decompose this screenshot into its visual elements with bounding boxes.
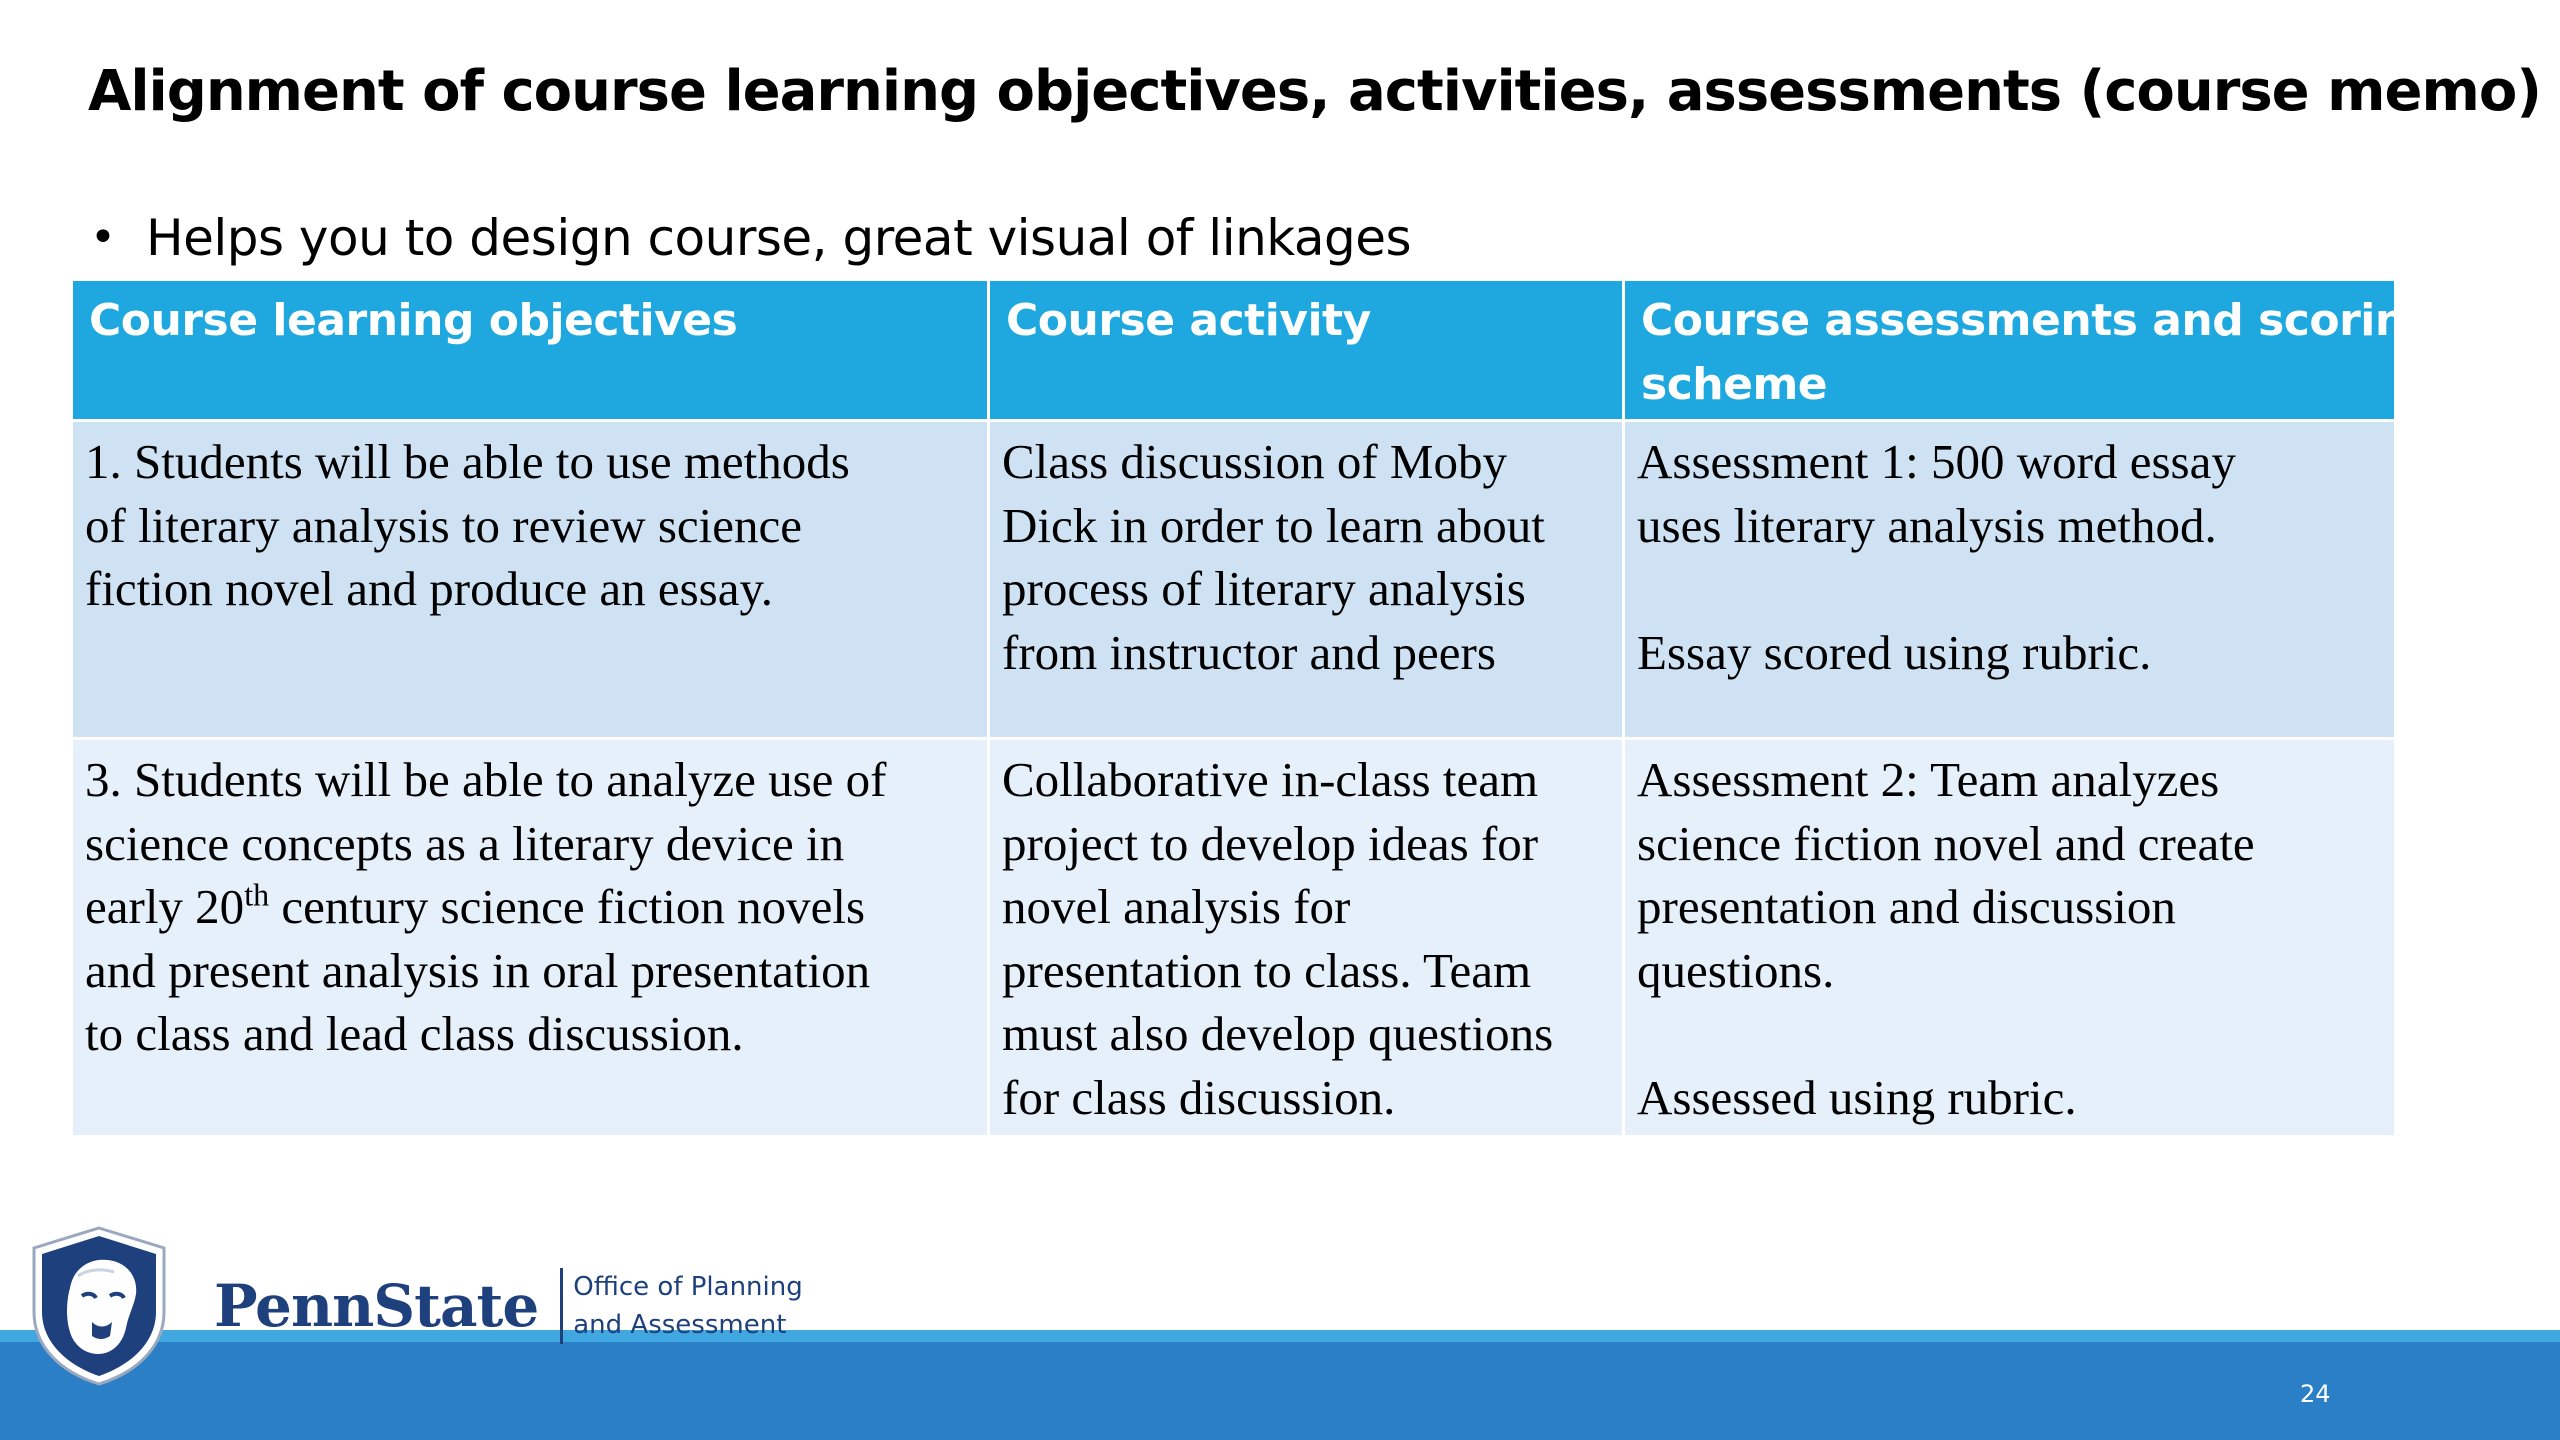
cell-text: early 20	[85, 879, 245, 934]
office-line: and Assessment	[573, 1310, 787, 1340]
cell-text: science fiction novel and create	[1637, 815, 2255, 871]
penn-state-wordmark: PennState	[214, 1272, 539, 1340]
cell-text: and present analysis in oral presentation	[85, 942, 871, 998]
cell-text: for class discussion.	[1002, 1069, 1396, 1125]
cell-text: Essay scored using rubric.	[1637, 624, 2152, 680]
header-course-assessments	[1624, 280, 2437, 421]
cell-text: Collaborative in-class team	[1002, 752, 1539, 807]
header-text: Course learning objectives	[89, 295, 738, 346]
cell-text: presentation and discussion	[1637, 879, 2176, 934]
cell-text: from instructor and peers	[1002, 624, 1496, 680]
cell-text: process of literary analysis	[1002, 561, 1526, 616]
cell-text: project to develop ideas for	[1002, 815, 1539, 871]
assessment-cell	[1624, 421, 2396, 739]
slide-title: Alignment of course learning objectives, activities, assessments (course memo)	[88, 59, 2541, 124]
header-text: scheme	[1641, 359, 1828, 410]
cell-text: to class and lead class discussion.	[85, 1006, 744, 1061]
table-header-row	[72, 280, 2396, 421]
cell-text: questions.	[1637, 942, 1835, 998]
superscript-text: th	[244, 876, 270, 913]
office-line: Office of Planning	[573, 1272, 803, 1302]
header-text: Course activity	[1006, 295, 1371, 346]
office-name	[573, 1268, 802, 1344]
penn-state-logo	[30, 1226, 803, 1386]
cell-text: Dick in order to learn about	[1002, 497, 1545, 553]
assessment-cell	[1624, 739, 2396, 1137]
header-text: Course assessments and scoring	[1641, 295, 2437, 346]
logo-divider	[560, 1268, 563, 1344]
cell-text: novel analysis for	[1002, 879, 1351, 934]
bullet-point	[90, 208, 1411, 268]
cell-text: fiction novel and produce an essay.	[85, 561, 774, 616]
alignment-table	[70, 278, 2437, 1138]
cell-text: science concepts as a literary device in	[85, 815, 845, 871]
table-row	[72, 739, 2396, 1137]
header-course-activity	[989, 280, 1624, 421]
cell-text: 3. Students will be able to analyze use of	[85, 752, 887, 807]
objective-cell	[72, 739, 989, 1137]
activity-cell	[989, 739, 1624, 1137]
cell-text: Assessed using rubric.	[1637, 1069, 2077, 1125]
cell-text: Class discussion of Moby	[1002, 434, 1508, 489]
cell-text: Assessment 2: Team analyzes	[1637, 752, 2220, 807]
bullet-text: Helps you to design course, great visual of linkages	[146, 209, 1412, 267]
cell-text: presentation to class. Team	[1002, 942, 1532, 998]
cell-spacer	[1637, 1002, 2382, 1066]
cell-text-with-superscript	[85, 875, 975, 939]
cell-text: must also develop questions	[1002, 1006, 1554, 1061]
activity-cell	[989, 421, 1624, 739]
page-number: 24	[2300, 1380, 2331, 1408]
header-course-learning-objectives	[72, 280, 989, 421]
cell-text: century science fiction novels	[269, 879, 866, 934]
bullet-icon: •	[90, 211, 116, 263]
cell-text: 1. Students will be able to use methods	[85, 434, 850, 489]
nittany-lion-shield-icon	[30, 1226, 168, 1386]
cell-text: of literary analysis to review science	[85, 497, 803, 553]
table-row	[72, 421, 2396, 739]
objective-cell	[72, 421, 989, 739]
cell-spacer	[1637, 557, 2382, 621]
cell-text: uses literary analysis method.	[1637, 497, 2217, 553]
cell-text: Assessment 1: 500 word essay	[1637, 434, 2236, 489]
